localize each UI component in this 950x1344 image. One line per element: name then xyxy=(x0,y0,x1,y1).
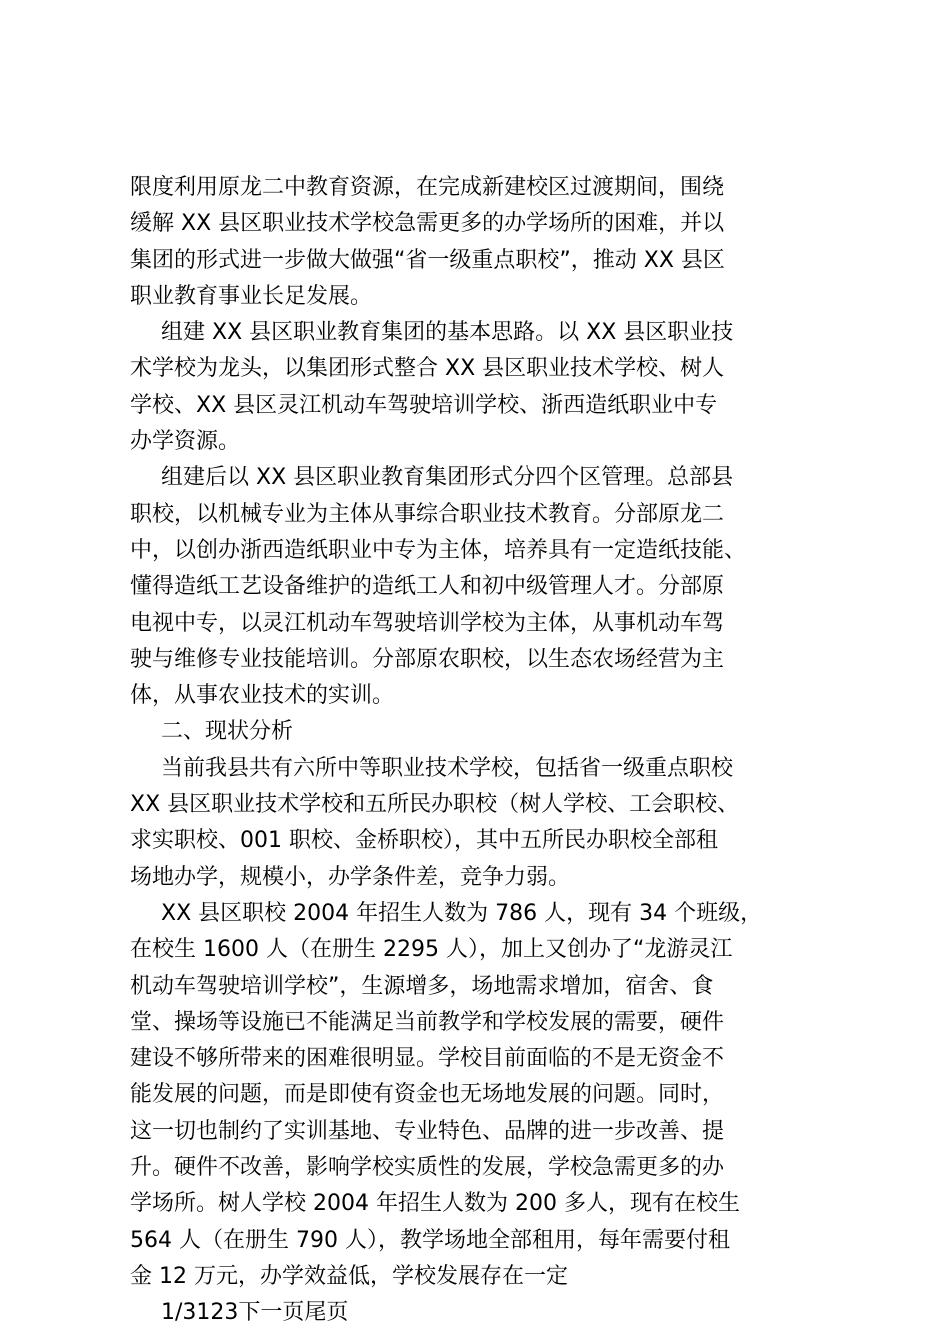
text-line: 金 12 万元，办学效益低，学校发展存在一定 xyxy=(130,1263,568,1289)
text-line: 564 人（在册生 790 人），教学场地全部租用，每年需要付租 xyxy=(130,1227,730,1253)
text-line: 机动车驾驶培训学校”，生源增多，场地需求增加，宿舍、食 xyxy=(130,973,714,999)
text-line: 职校，以机械专业为主体从事综合职业技术教育。分部原龙二 xyxy=(130,501,725,527)
text-line: 在校生 1600 人（在册生 2295 人），加上又创办了“龙游灵江 xyxy=(130,937,733,963)
text-line: 建设不够所带来的困难很明显。学校目前面临的不是无资金不 xyxy=(130,1046,725,1072)
text-line: 中，以创办浙西造纸职业中专为主体，培养具有一定造纸技能、 xyxy=(130,537,747,563)
text-line: 体，从事农业技术的实训。 xyxy=(130,683,395,709)
next-page-link[interactable]: 下一页 xyxy=(238,1300,305,1326)
text-line: XX 县区职业技术学校和五所民办职校（树人学校、工会职校、 xyxy=(130,792,740,818)
document-page xyxy=(130,170,842,1332)
last-page-link[interactable]: 尾页 xyxy=(304,1300,349,1326)
text-line: 组建 XX 县区职业教育集团的基本思路。以 XX 县区职业技 xyxy=(161,320,734,346)
text-line: 学场所。树人学校 2004 年招生人数为 200 多人，现有在校生 xyxy=(130,1191,740,1217)
text-line: 二、现状分析 xyxy=(161,719,294,745)
text-line: 升。硬件不改善，影响学校实质性的发展，学校急需更多的办 xyxy=(130,1155,725,1181)
text-line: 术学校为龙头，以集团形式整合 XX 县区职业技术学校、树人 xyxy=(130,356,725,382)
text-line: 缓解 XX 县区职业技术学校急需更多的办学场所的困难，并以 xyxy=(130,211,725,237)
text-line: 职业教育事业长足发展。 xyxy=(130,283,373,309)
text-line: 驶与维修专业技能培训。分部原农职校，以生态农场经营为主 xyxy=(130,646,725,672)
text-line: 这一切也制约了实训基地、专业特色、品牌的进一步改善、提 xyxy=(130,1118,725,1144)
text-line: 懂得造纸工艺设备维护的造纸工人和初中级管理人才。分部原 xyxy=(130,574,725,600)
text-line: 当前我县共有六所中等职业技术学校，包括省一级重点职校 xyxy=(161,755,734,781)
text-line: 限度利用原龙二中教育资源，在完成新建校区过渡期间，围绕 xyxy=(130,175,725,200)
text-line: 办学资源。 xyxy=(130,429,241,455)
text-line: 学校、XX 县区灵江机动车驾驶培训学校、浙西造纸职业中专 xyxy=(130,392,718,418)
text-line: XX 县区职校 2004 年招生人数为 786 人，现有 34 个班级， xyxy=(161,900,763,926)
text-line: 集团的形式进一步做大做强“省一级重点职校”，推动 XX 县区 xyxy=(130,247,725,273)
pagination-bar xyxy=(130,1295,842,1331)
page-indicator: 1/3123 xyxy=(161,1300,239,1326)
text-line: 能发展的问题，而是即使有资金也无场地发展的问题。同时， xyxy=(130,1082,725,1108)
text-line: 堂、操场等设施已不能满足当前教学和学校发展的需要，硬件 xyxy=(130,1009,725,1035)
text-line: 组建后以 XX 县区职业教育集团形式分四个区管理。总部县 xyxy=(161,465,734,491)
text-line: 电视中专，以灵江机动车驾驶培训学校为主体，从事机动车驾 xyxy=(130,610,725,636)
document-body xyxy=(130,170,842,1295)
text-line: 场地办学，规模小，办学条件差，竞争力弱。 xyxy=(130,864,571,890)
text-line: 求实职校、001 职校、金桥职校），其中五所民办职校全部租 xyxy=(130,828,718,854)
